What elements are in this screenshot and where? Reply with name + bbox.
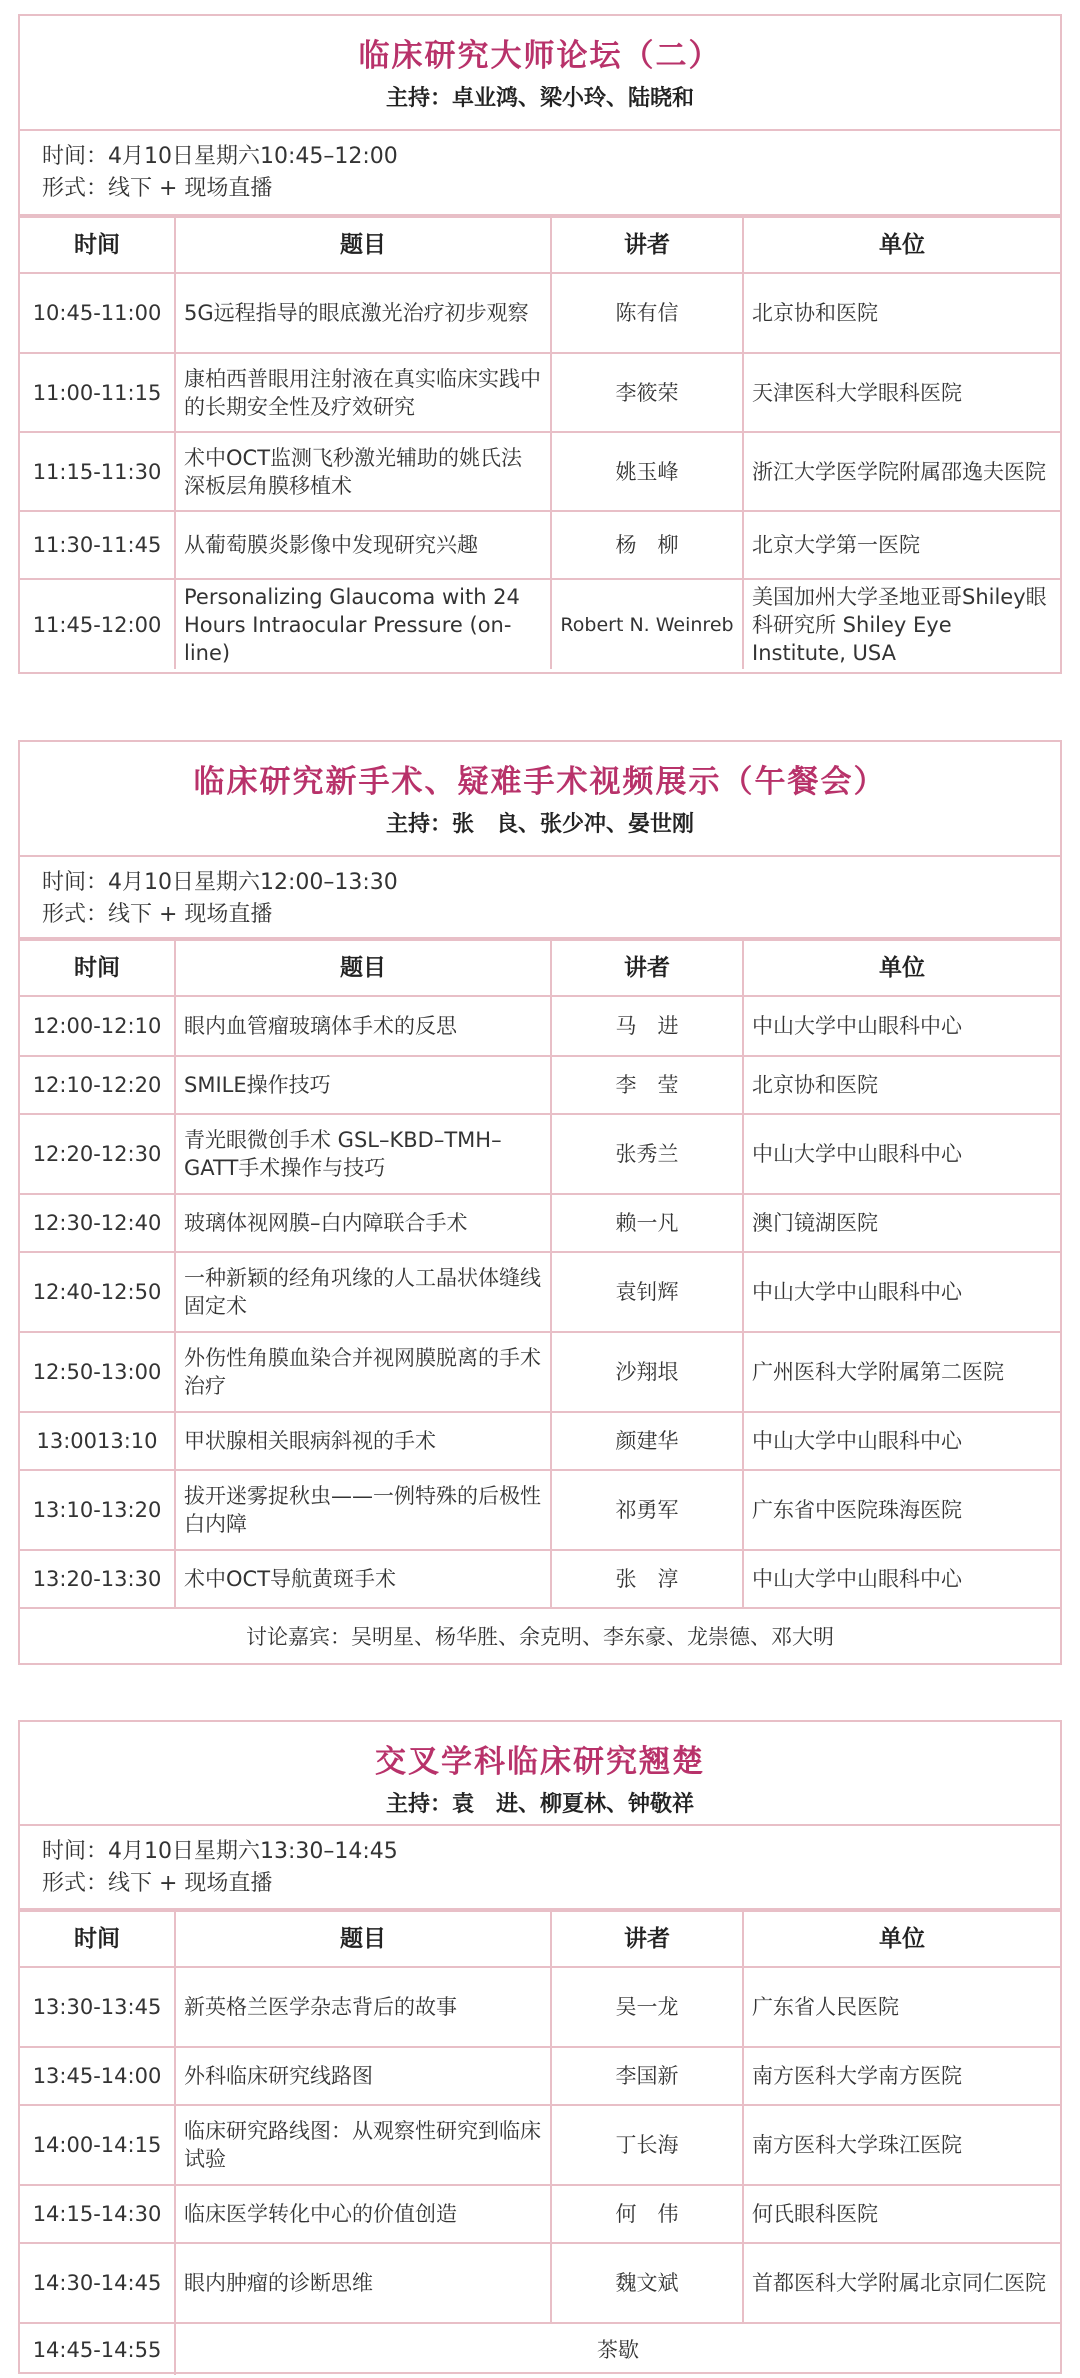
row-speaker: 袁钊辉 bbox=[551, 1252, 743, 1332]
break-time: 14:45-14:55 bbox=[20, 2323, 175, 2375]
schedule-table bbox=[20, 1910, 1060, 2375]
table-row bbox=[20, 511, 1060, 579]
row-time: 12:10-12:20 bbox=[20, 1056, 175, 1114]
row-unit: 南方医科大学南方医院 bbox=[743, 2047, 1060, 2105]
row-topic: 术中OCT导航黄斑手术 bbox=[175, 1550, 551, 1608]
schedule-table bbox=[20, 216, 1060, 669]
row-time: 13:20-13:30 bbox=[20, 1550, 175, 1608]
session-host: 主持：张 良、张少冲、晏世刚 bbox=[385, 812, 694, 837]
table-row bbox=[20, 1114, 1060, 1194]
row-time: 12:00-12:10 bbox=[20, 996, 175, 1056]
row-time: 11:15-11:30 bbox=[20, 432, 175, 511]
header-time: 时间 bbox=[20, 1911, 175, 1967]
header-time: 时间 bbox=[20, 217, 175, 273]
schedule-table bbox=[20, 939, 1060, 1665]
session-host: 主持：袁 进、柳夏林、钟敬祥 bbox=[385, 1792, 694, 1817]
session-header bbox=[20, 742, 1060, 857]
row-speaker: 魏文斌 bbox=[551, 2243, 743, 2323]
session-meta bbox=[20, 857, 1060, 939]
row-topic: 临床医学转化中心的价值创造 bbox=[175, 2185, 551, 2243]
row-speaker: 杨 柳 bbox=[551, 511, 743, 579]
header-topic: 题目 bbox=[175, 940, 551, 996]
row-speaker: 祁勇军 bbox=[551, 1470, 743, 1550]
header-topic: 题目 bbox=[175, 1911, 551, 1967]
session-block-1 bbox=[18, 14, 1062, 674]
row-unit: 北京协和医院 bbox=[743, 1056, 1060, 1114]
row-topic: 外伤性角膜血染合并视网膜脱离的手术治疗 bbox=[175, 1332, 551, 1412]
row-speaker: 张 淳 bbox=[551, 1550, 743, 1608]
row-time: 12:40-12:50 bbox=[20, 1252, 175, 1332]
row-topic: 眼内血管瘤玻璃体手术的反思 bbox=[175, 996, 551, 1056]
row-speaker: 张秀兰 bbox=[551, 1114, 743, 1194]
table-row bbox=[20, 1332, 1060, 1412]
session-title: 临床研究大师论坛（二） bbox=[358, 38, 722, 74]
row-topic: SMILE操作技巧 bbox=[175, 1056, 551, 1114]
row-unit: 首都医科大学附属北京同仁医院 bbox=[743, 2243, 1060, 2323]
row-time: 12:20-12:30 bbox=[20, 1114, 175, 1194]
row-topic: 外科临床研究线路图 bbox=[175, 2047, 551, 2105]
header-time: 时间 bbox=[20, 940, 175, 996]
row-speaker: 马 进 bbox=[551, 996, 743, 1056]
row-time: 13:10-13:20 bbox=[20, 1470, 175, 1550]
table-row bbox=[20, 1470, 1060, 1550]
row-topic: Personalizing Glaucoma with 24 Hours Intraocular Pressure (on-line) bbox=[175, 579, 551, 669]
row-unit: 中山大学中山眼科中心 bbox=[743, 1550, 1060, 1608]
row-speaker: 沙翔垠 bbox=[551, 1332, 743, 1412]
row-time: 11:30-11:45 bbox=[20, 511, 175, 579]
session-format: 形式：线下 + 现场直播 bbox=[42, 902, 273, 927]
row-speaker: 李 莹 bbox=[551, 1056, 743, 1114]
row-unit: 广州医科大学附属第二医院 bbox=[743, 1332, 1060, 1412]
session-meta bbox=[20, 131, 1060, 216]
table-row bbox=[20, 1550, 1060, 1608]
session-block-2 bbox=[18, 740, 1062, 1665]
table-row bbox=[20, 2105, 1060, 2185]
table-row bbox=[20, 2243, 1060, 2323]
row-speaker: 陈有信 bbox=[551, 273, 743, 353]
row-time: 11:00-11:15 bbox=[20, 353, 175, 432]
session-block-3 bbox=[18, 1720, 1062, 2374]
header-speaker: 讲者 bbox=[551, 217, 743, 273]
row-time: 13:30-13:45 bbox=[20, 1967, 175, 2047]
header-unit: 单位 bbox=[743, 940, 1060, 996]
row-unit: 广东省人民医院 bbox=[743, 1967, 1060, 2047]
table-row bbox=[20, 1967, 1060, 2047]
row-topic: 康柏西普眼用注射液在真实临床实践中的长期安全性及疗效研究 bbox=[175, 353, 551, 432]
session-format: 形式：线下 + 现场直播 bbox=[42, 176, 273, 201]
row-topic: 甲状腺相关眼病斜视的手术 bbox=[175, 1412, 551, 1470]
table-row bbox=[20, 1194, 1060, 1252]
session-time: 时间：4月10日星期六12:00–13:30 bbox=[42, 870, 398, 895]
row-time: 14:15-14:30 bbox=[20, 2185, 175, 2243]
table-header-row bbox=[20, 217, 1060, 273]
row-topic: 青光眼微创手术 GSL–KBD–TMH–GATT手术操作与技巧 bbox=[175, 1114, 551, 1194]
row-unit: 中山大学中山眼科中心 bbox=[743, 1252, 1060, 1332]
session-header bbox=[20, 16, 1060, 131]
row-speaker: 姚玉峰 bbox=[551, 432, 743, 511]
session-host: 主持：卓业鸿、梁小玲、陆晓和 bbox=[385, 86, 694, 111]
session-title: 临床研究新手术、疑难手术视频展示（午餐会） bbox=[193, 764, 887, 800]
row-unit: 中山大学中山眼科中心 bbox=[743, 996, 1060, 1056]
row-speaker: 吴一龙 bbox=[551, 1967, 743, 2047]
row-time: 13:0013:10 bbox=[20, 1412, 175, 1470]
row-unit: 北京协和医院 bbox=[743, 273, 1060, 353]
row-time: 14:30-14:45 bbox=[20, 2243, 175, 2323]
session-title: 交叉学科临床研究翘楚 bbox=[375, 1744, 705, 1780]
table-row bbox=[20, 1252, 1060, 1332]
table-header-row bbox=[20, 1911, 1060, 1967]
row-topic: 从葡萄膜炎影像中发现研究兴趣 bbox=[175, 511, 551, 579]
break-row bbox=[20, 2323, 1060, 2375]
header-speaker: 讲者 bbox=[551, 940, 743, 996]
row-unit: 中山大学中山眼科中心 bbox=[743, 1114, 1060, 1194]
row-topic: 5G远程指导的眼底激光治疗初步观察 bbox=[175, 273, 551, 353]
row-time: 13:45-14:00 bbox=[20, 2047, 175, 2105]
row-unit: 浙江大学医学院附属邵逸夫医院 bbox=[743, 432, 1060, 511]
header-topic: 题目 bbox=[175, 217, 551, 273]
row-unit: 北京大学第一医院 bbox=[743, 511, 1060, 579]
row-unit: 何氏眼科医院 bbox=[743, 2185, 1060, 2243]
row-time: 11:45-12:00 bbox=[20, 579, 175, 669]
discussion-guests: 讨论嘉宾：吴明星、杨华胜、余克明、李东豪、龙崇德、邓大明 bbox=[20, 1608, 1060, 1665]
table-row bbox=[20, 1412, 1060, 1470]
row-unit: 天津医科大学眼科医院 bbox=[743, 353, 1060, 432]
discussion-row bbox=[20, 1608, 1060, 1665]
row-unit: 澳门镜湖医院 bbox=[743, 1194, 1060, 1252]
row-speaker: 何 伟 bbox=[551, 2185, 743, 2243]
row-time: 12:30-12:40 bbox=[20, 1194, 175, 1252]
row-unit: 广东省中医院珠海医院 bbox=[743, 1470, 1060, 1550]
tea-break-label: 茶歇 bbox=[175, 2323, 1060, 2375]
session-time: 时间：4月10日星期六13:30–14:45 bbox=[42, 1839, 398, 1864]
table-row bbox=[20, 353, 1060, 432]
table-row bbox=[20, 996, 1060, 1056]
row-topic: 拔开迷雾捉秋虫——一例特殊的后极性白内障 bbox=[175, 1470, 551, 1550]
row-topic: 术中OCT监测飞秒激光辅助的姚氏法深板层角膜移植术 bbox=[175, 432, 551, 511]
row-speaker: Robert N. Weinreb bbox=[551, 579, 743, 669]
row-unit: 南方医科大学珠江医院 bbox=[743, 2105, 1060, 2185]
row-time: 12:50-13:00 bbox=[20, 1332, 175, 1412]
row-speaker: 颜建华 bbox=[551, 1412, 743, 1470]
row-speaker: 丁长海 bbox=[551, 2105, 743, 2185]
session-format: 形式：线下 + 现场直播 bbox=[42, 1871, 273, 1896]
session-header bbox=[20, 1722, 1060, 1826]
row-speaker: 赖一凡 bbox=[551, 1194, 743, 1252]
row-unit: 中山大学中山眼科中心 bbox=[743, 1412, 1060, 1470]
session-meta bbox=[20, 1826, 1060, 1910]
row-time: 10:45-11:00 bbox=[20, 273, 175, 353]
row-speaker: 李筱荣 bbox=[551, 353, 743, 432]
table-row bbox=[20, 2047, 1060, 2105]
table-header-row bbox=[20, 940, 1060, 996]
table-row bbox=[20, 1056, 1060, 1114]
session-time: 时间：4月10日星期六10:45–12:00 bbox=[42, 144, 398, 169]
row-unit: 美国加州大学圣地亚哥Shiley眼科研究所 Shiley Eye Institute, USA bbox=[743, 579, 1060, 669]
row-topic: 玻璃体视网膜–白内障联合手术 bbox=[175, 1194, 551, 1252]
table-row bbox=[20, 273, 1060, 353]
header-unit: 单位 bbox=[743, 217, 1060, 273]
row-topic: 一种新颖的经角巩缘的人工晶状体缝线固定术 bbox=[175, 1252, 551, 1332]
table-row bbox=[20, 432, 1060, 511]
row-time: 14:00-14:15 bbox=[20, 2105, 175, 2185]
row-topic: 新英格兰医学杂志背后的故事 bbox=[175, 1967, 551, 2047]
row-topic: 眼内肿瘤的诊断思维 bbox=[175, 2243, 551, 2323]
row-speaker: 李国新 bbox=[551, 2047, 743, 2105]
table-row bbox=[20, 2185, 1060, 2243]
table-row bbox=[20, 579, 1060, 669]
header-speaker: 讲者 bbox=[551, 1911, 743, 1967]
row-topic: 临床研究路线图：从观察性研究到临床试验 bbox=[175, 2105, 551, 2185]
header-unit: 单位 bbox=[743, 1911, 1060, 1967]
